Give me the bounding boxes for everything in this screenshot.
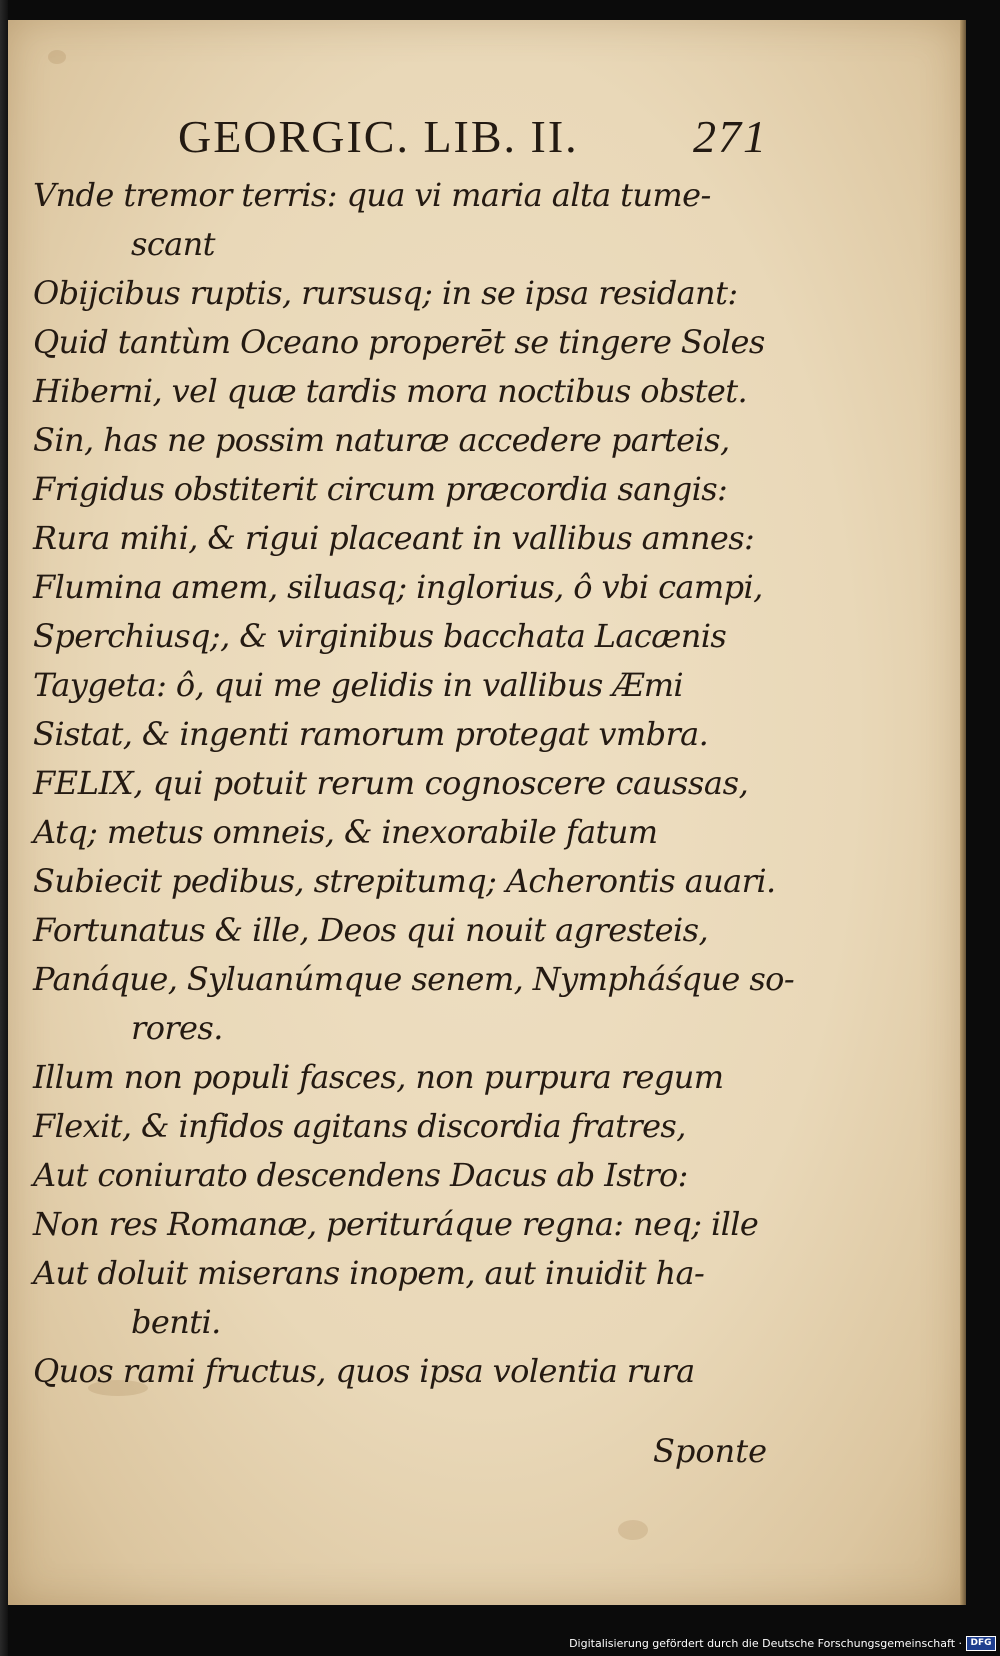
verse-line: Sistat, & ingenti ramorum protegat vmbra. [33,715,709,753]
verse-line: Flexit, & infidos agitans discordia fratres, [33,1107,686,1145]
dfg-logo[interactable]: DFG [966,1636,996,1651]
scan-left-edge [0,0,8,1656]
verse-line: scant [131,225,215,263]
paper-stain [48,50,66,64]
verse-line: Illum non populi fasces, non purpura regum [33,1058,724,1096]
funding-credit: Digitalisierung gefördert durch die Deutsche Forschungsgemeinschaft · [569,1637,962,1650]
verse-line: Aut doluit miserans inopem, aut inuidit ha- [33,1254,705,1292]
verse-line: Atq; metus omneis, & inexorabile fatum [33,813,658,851]
running-head [178,110,768,170]
footer-bar [0,1632,1000,1656]
verse-line: benti. [131,1303,221,1341]
running-title: GEORGIC. LIB. II. [178,111,579,162]
verse-line: Aut coniurato descendens Dacus ab Istro: [33,1156,688,1194]
verse-line: Fortunatus & ille, Deos qui nouit agresteis, [33,911,709,949]
catchword: Sponte [653,1432,768,1470]
verse-line: Rura mihi, & rigui placeant in vallibus amnes: [33,519,755,557]
verse-line: Quos rami fructus, quos ipsa volentia rura [33,1352,695,1390]
verse-line: Subiecit pedibus, strepitumq; Acherontis auari. [33,862,776,900]
verse-line: Obijcibus ruptis, rursusq; in se ipsa residant: [33,274,738,312]
verse-line: Flumina amem, siluasq; inglorius, ô vbi campi, [33,568,763,606]
verse-line: Panáque, Syluanúmque senem, Nympháśque so- [33,960,795,998]
page-edge [960,20,966,1605]
verse-line: Taygeta: ô, qui me gelidis in vallibus Æmi [33,666,684,704]
book-page [8,20,962,1605]
paper-stain [618,1520,648,1540]
verse-line: Vnde tremor terris: qua vi maria alta tume- [33,176,711,214]
verse-line: Sperchiusq;, & virginibus bacchata Lacænis [33,617,727,655]
verse-line: Hiberni, vel quæ tardis mora noctibus obstet. [33,372,748,410]
verse-line: FELIX, qui potuit rerum cognoscere caussas, [33,764,749,802]
verse-line: Quid tantùm Oceano properēt se tingere Soles [33,323,765,361]
verse-line: Sin, has ne possim naturæ accedere parteis, [33,421,730,459]
verse-line: Frigidus obstiterit circum præcordia sangis: [33,470,728,508]
page-number: 271 [693,111,768,162]
verse-line: rores. [131,1009,223,1047]
verse-line: Non res Romanæ, perituráque regna: neq; ille [33,1205,759,1243]
